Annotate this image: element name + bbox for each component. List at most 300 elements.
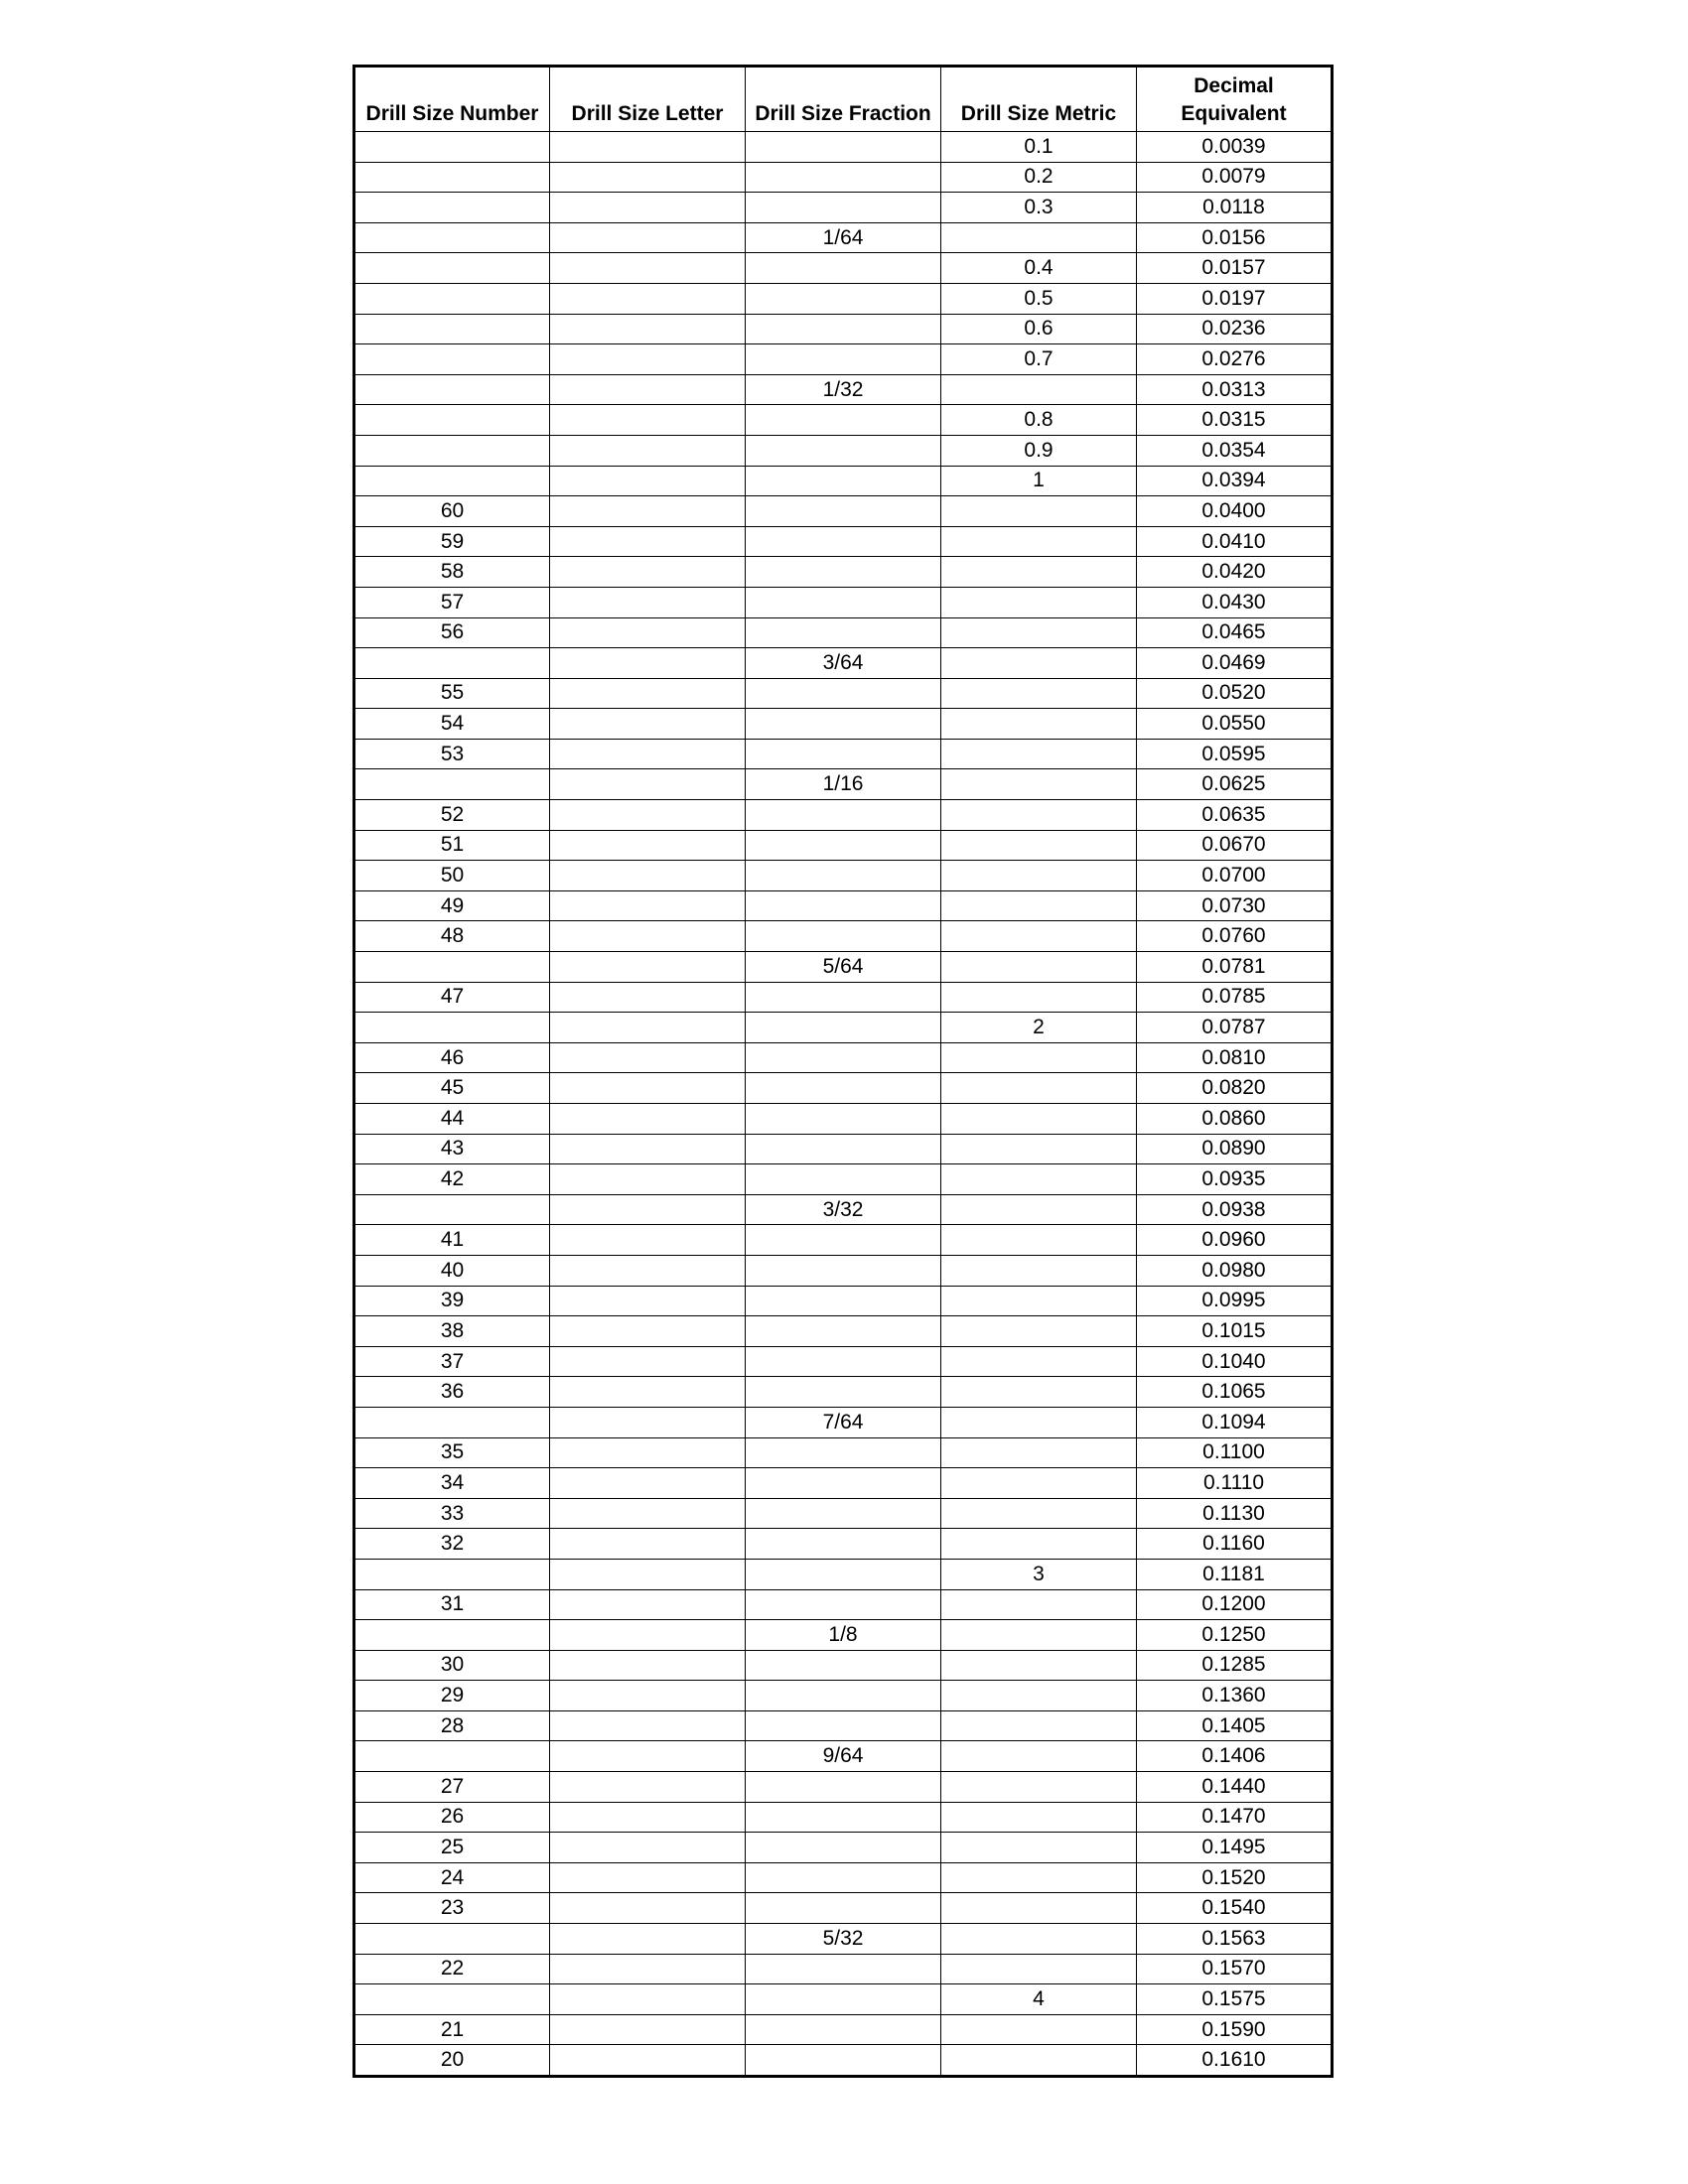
cell-drill-size-number — [354, 1924, 550, 1955]
cell-drill-size-metric — [941, 1194, 1137, 1225]
cell-drill-size-number — [354, 1559, 550, 1589]
cell-decimal-equivalent: 0.0156 — [1137, 222, 1333, 253]
cell-decimal-equivalent: 0.0960 — [1137, 1225, 1333, 1256]
cell-drill-size-number — [354, 1407, 550, 1437]
cell-drill-size-number: 55 — [354, 678, 550, 709]
cell-drill-size-letter — [550, 344, 746, 375]
cell-drill-size-number — [354, 222, 550, 253]
cell-drill-size-metric — [941, 1407, 1137, 1437]
cell-decimal-equivalent: 0.0860 — [1137, 1104, 1333, 1135]
cell-decimal-equivalent: 0.0400 — [1137, 496, 1333, 527]
cell-drill-size-metric — [941, 1164, 1137, 1195]
cell-drill-size-letter — [550, 1681, 746, 1711]
cell-drill-size-metric — [941, 496, 1137, 527]
cell-drill-size-letter — [550, 769, 746, 800]
cell-drill-size-number — [354, 283, 550, 314]
cell-drill-size-metric — [941, 1498, 1137, 1529]
cell-drill-size-fraction — [746, 253, 941, 284]
cell-drill-size-number: 46 — [354, 1042, 550, 1073]
cell-decimal-equivalent: 0.1520 — [1137, 1862, 1333, 1893]
table-row — [354, 1924, 1333, 1955]
cell-drill-size-letter — [550, 982, 746, 1013]
table-row — [354, 222, 1333, 253]
cell-drill-size-metric — [941, 557, 1137, 588]
cell-decimal-equivalent: 0.0157 — [1137, 253, 1333, 284]
cell-drill-size-metric — [941, 1437, 1137, 1468]
table-row — [354, 1346, 1333, 1377]
cell-drill-size-fraction — [746, 1589, 941, 1620]
cell-drill-size-number: 36 — [354, 1377, 550, 1408]
cell-drill-size-number: 30 — [354, 1650, 550, 1681]
table-row — [354, 982, 1333, 1013]
cell-drill-size-letter — [550, 1437, 746, 1468]
cell-drill-size-fraction — [746, 344, 941, 375]
cell-drill-size-letter — [550, 1073, 746, 1104]
table-row — [354, 861, 1333, 891]
cell-drill-size-metric — [941, 526, 1137, 557]
cell-drill-size-metric — [941, 1286, 1137, 1316]
table-row — [354, 1407, 1333, 1437]
cell-drill-size-metric: 1 — [941, 466, 1137, 496]
cell-drill-size-fraction — [746, 1681, 941, 1711]
cell-drill-size-metric — [941, 1833, 1137, 1863]
cell-decimal-equivalent: 0.0670 — [1137, 830, 1333, 861]
cell-drill-size-number: 51 — [354, 830, 550, 861]
cell-drill-size-letter — [550, 557, 746, 588]
table-row — [354, 1559, 1333, 1589]
cell-drill-size-metric: 0.3 — [941, 193, 1137, 223]
cell-decimal-equivalent: 0.0760 — [1137, 921, 1333, 952]
cell-drill-size-fraction — [746, 1772, 941, 1803]
cell-decimal-equivalent: 0.0890 — [1137, 1134, 1333, 1164]
cell-decimal-equivalent: 0.1181 — [1137, 1559, 1333, 1589]
cell-drill-size-letter — [550, 739, 746, 769]
cell-drill-size-letter — [550, 1255, 746, 1286]
cell-drill-size-metric — [941, 769, 1137, 800]
cell-drill-size-letter — [550, 2014, 746, 2045]
cell-drill-size-metric — [941, 1710, 1137, 1741]
cell-drill-size-metric — [941, 982, 1137, 1013]
cell-drill-size-fraction — [746, 1134, 941, 1164]
cell-drill-size-metric: 0.8 — [941, 405, 1137, 436]
cell-decimal-equivalent: 0.0079 — [1137, 162, 1333, 193]
cell-decimal-equivalent: 0.0595 — [1137, 739, 1333, 769]
cell-drill-size-number — [354, 952, 550, 983]
cell-decimal-equivalent: 0.0039 — [1137, 132, 1333, 163]
cell-drill-size-number: 23 — [354, 1893, 550, 1924]
cell-drill-size-letter — [550, 1468, 746, 1499]
cell-drill-size-metric — [941, 1802, 1137, 1833]
header-decimal-line1: Decimal — [1194, 74, 1274, 97]
cell-drill-size-letter — [550, 405, 746, 436]
cell-drill-size-letter — [550, 314, 746, 344]
table-row — [354, 1164, 1333, 1195]
cell-drill-size-metric — [941, 1529, 1137, 1560]
cell-drill-size-metric: 2 — [941, 1013, 1137, 1043]
header-drill-size-metric: Drill Size Metric — [941, 67, 1137, 132]
table-row — [354, 1620, 1333, 1651]
cell-drill-size-letter — [550, 1377, 746, 1408]
table-row — [354, 1377, 1333, 1408]
cell-drill-size-letter — [550, 253, 746, 284]
cell-drill-size-fraction: 1/32 — [746, 374, 941, 405]
cell-drill-size-number: 58 — [354, 557, 550, 588]
cell-decimal-equivalent: 0.1250 — [1137, 1620, 1333, 1651]
table-row — [354, 1437, 1333, 1468]
table-row — [354, 1741, 1333, 1772]
table-row — [354, 1042, 1333, 1073]
header-drill-size-number: Drill Size Number — [354, 67, 550, 132]
table-row — [354, 1013, 1333, 1043]
cell-decimal-equivalent: 0.0781 — [1137, 952, 1333, 983]
cell-drill-size-fraction — [746, 709, 941, 740]
cell-drill-size-metric — [941, 1346, 1137, 1377]
cell-drill-size-metric — [941, 1073, 1137, 1104]
cell-drill-size-letter — [550, 1042, 746, 1073]
cell-drill-size-fraction — [746, 283, 941, 314]
cell-decimal-equivalent: 0.0313 — [1137, 374, 1333, 405]
cell-drill-size-number: 32 — [354, 1529, 550, 1560]
cell-drill-size-letter — [550, 1954, 746, 1984]
cell-drill-size-metric — [941, 800, 1137, 831]
cell-drill-size-fraction — [746, 1042, 941, 1073]
cell-drill-size-fraction — [746, 1316, 941, 1347]
cell-drill-size-letter — [550, 830, 746, 861]
cell-drill-size-fraction — [746, 496, 941, 527]
table-row — [354, 344, 1333, 375]
cell-drill-size-letter — [550, 526, 746, 557]
cell-drill-size-metric — [941, 2014, 1137, 2045]
cell-drill-size-metric — [941, 1255, 1137, 1286]
cell-drill-size-number: 21 — [354, 2014, 550, 2045]
cell-drill-size-number: 53 — [354, 739, 550, 769]
cell-drill-size-fraction: 5/32 — [746, 1924, 941, 1955]
cell-drill-size-fraction — [746, 2014, 941, 2045]
table-row — [354, 1833, 1333, 1863]
cell-drill-size-metric — [941, 1104, 1137, 1135]
cell-drill-size-number: 29 — [354, 1681, 550, 1711]
cell-drill-size-fraction: 1/8 — [746, 1620, 941, 1651]
cell-drill-size-fraction — [746, 1377, 941, 1408]
table-row — [354, 1984, 1333, 2015]
cell-drill-size-metric — [941, 1741, 1137, 1772]
cell-drill-size-metric — [941, 1042, 1137, 1073]
table-row — [354, 709, 1333, 740]
drill-size-chart — [352, 65, 1334, 2078]
cell-drill-size-letter — [550, 1498, 746, 1529]
cell-drill-size-letter — [550, 1225, 746, 1256]
cell-drill-size-number — [354, 405, 550, 436]
cell-drill-size-fraction — [746, 921, 941, 952]
cell-drill-size-number: 59 — [354, 526, 550, 557]
cell-drill-size-number: 39 — [354, 1286, 550, 1316]
table-row — [354, 890, 1333, 921]
cell-drill-size-fraction — [746, 1013, 941, 1043]
cell-decimal-equivalent: 0.1094 — [1137, 1407, 1333, 1437]
cell-drill-size-number: 31 — [354, 1589, 550, 1620]
table-row — [354, 405, 1333, 436]
cell-drill-size-letter — [550, 1710, 746, 1741]
cell-drill-size-letter — [550, 921, 746, 952]
cell-drill-size-letter — [550, 1559, 746, 1589]
table-row — [354, 952, 1333, 983]
cell-drill-size-fraction — [746, 405, 941, 436]
table-row — [354, 1650, 1333, 1681]
cell-decimal-equivalent: 0.0787 — [1137, 1013, 1333, 1043]
cell-decimal-equivalent: 0.1285 — [1137, 1650, 1333, 1681]
cell-drill-size-metric — [941, 1468, 1137, 1499]
table-row — [354, 314, 1333, 344]
cell-drill-size-fraction: 9/64 — [746, 1741, 941, 1772]
cell-drill-size-letter — [550, 1984, 746, 2015]
cell-drill-size-number: 49 — [354, 890, 550, 921]
cell-drill-size-fraction — [746, 1346, 941, 1377]
table-row — [354, 2014, 1333, 2045]
cell-drill-size-metric — [941, 222, 1137, 253]
cell-drill-size-letter — [550, 1802, 746, 1833]
cell-drill-size-number — [354, 162, 550, 193]
table-row — [354, 1073, 1333, 1104]
table-row — [354, 1225, 1333, 1256]
drill-size-table — [352, 65, 1334, 2078]
cell-drill-size-number — [354, 1620, 550, 1651]
cell-drill-size-letter — [550, 1833, 746, 1863]
cell-drill-size-metric: 3 — [941, 1559, 1137, 1589]
cell-drill-size-fraction — [746, 526, 941, 557]
cell-drill-size-number: 48 — [354, 921, 550, 952]
cell-drill-size-number: 26 — [354, 1802, 550, 1833]
cell-decimal-equivalent: 0.0935 — [1137, 1164, 1333, 1195]
header-decimal-line2: Equivalent — [1181, 102, 1287, 125]
cell-decimal-equivalent: 0.1100 — [1137, 1437, 1333, 1468]
cell-drill-size-fraction — [746, 1529, 941, 1560]
cell-drill-size-number: 43 — [354, 1134, 550, 1164]
cell-drill-size-letter — [550, 466, 746, 496]
cell-drill-size-metric: 0.9 — [941, 435, 1137, 466]
cell-drill-size-number — [354, 132, 550, 163]
cell-drill-size-fraction: 3/64 — [746, 648, 941, 679]
cell-drill-size-metric: 0.5 — [941, 283, 1137, 314]
cell-drill-size-metric — [941, 952, 1137, 983]
cell-drill-size-metric — [941, 1924, 1137, 1955]
cell-drill-size-number: 28 — [354, 1710, 550, 1741]
cell-drill-size-number: 45 — [354, 1073, 550, 1104]
cell-drill-size-letter — [550, 1772, 746, 1803]
cell-drill-size-metric — [941, 1620, 1137, 1651]
cell-drill-size-letter — [550, 1013, 746, 1043]
cell-drill-size-fraction — [746, 466, 941, 496]
cell-decimal-equivalent: 0.0469 — [1137, 648, 1333, 679]
cell-drill-size-number: 41 — [354, 1225, 550, 1256]
table-row — [354, 162, 1333, 193]
table-row — [354, 678, 1333, 709]
table-row — [354, 526, 1333, 557]
cell-decimal-equivalent: 0.0995 — [1137, 1286, 1333, 1316]
cell-drill-size-number: 34 — [354, 1468, 550, 1499]
cell-drill-size-fraction — [746, 1802, 941, 1833]
cell-drill-size-letter — [550, 861, 746, 891]
cell-decimal-equivalent: 0.1110 — [1137, 1468, 1333, 1499]
cell-drill-size-fraction — [746, 162, 941, 193]
cell-drill-size-number: 25 — [354, 1833, 550, 1863]
cell-drill-size-fraction — [746, 1286, 941, 1316]
cell-drill-size-letter — [550, 1529, 746, 1560]
table-row — [354, 1255, 1333, 1286]
cell-drill-size-metric: 4 — [941, 1984, 1137, 2015]
cell-drill-size-fraction — [746, 314, 941, 344]
cell-drill-size-fraction — [746, 1164, 941, 1195]
cell-drill-size-number — [354, 374, 550, 405]
cell-drill-size-metric — [941, 890, 1137, 921]
cell-drill-size-number: 37 — [354, 1346, 550, 1377]
cell-drill-size-letter — [550, 193, 746, 223]
cell-drill-size-letter — [550, 1286, 746, 1316]
cell-drill-size-fraction — [746, 1559, 941, 1589]
cell-drill-size-number: 54 — [354, 709, 550, 740]
cell-drill-size-fraction — [746, 435, 941, 466]
cell-decimal-equivalent: 0.1563 — [1137, 1924, 1333, 1955]
cell-decimal-equivalent: 0.0197 — [1137, 283, 1333, 314]
cell-drill-size-letter — [550, 678, 746, 709]
cell-drill-size-fraction — [746, 2045, 941, 2077]
cell-drill-size-fraction: 3/32 — [746, 1194, 941, 1225]
cell-drill-size-metric — [941, 587, 1137, 617]
table-row — [354, 132, 1333, 163]
cell-drill-size-metric: 0.7 — [941, 344, 1137, 375]
cell-drill-size-letter — [550, 1862, 746, 1893]
cell-decimal-equivalent: 0.0938 — [1137, 1194, 1333, 1225]
cell-drill-size-letter — [550, 435, 746, 466]
cell-drill-size-letter — [550, 1589, 746, 1620]
cell-decimal-equivalent: 0.1470 — [1137, 1802, 1333, 1833]
cell-drill-size-fraction — [746, 830, 941, 861]
table-row — [354, 1893, 1333, 1924]
cell-drill-size-fraction — [746, 1104, 941, 1135]
cell-decimal-equivalent: 0.0810 — [1137, 1042, 1333, 1073]
cell-drill-size-number — [354, 769, 550, 800]
cell-decimal-equivalent: 0.1065 — [1137, 1377, 1333, 1408]
cell-drill-size-number — [354, 1194, 550, 1225]
cell-drill-size-number: 27 — [354, 1772, 550, 1803]
cell-drill-size-fraction — [746, 1833, 941, 1863]
cell-decimal-equivalent: 0.1200 — [1137, 1589, 1333, 1620]
cell-drill-size-number: 24 — [354, 1862, 550, 1893]
cell-drill-size-fraction — [746, 1498, 941, 1529]
cell-drill-size-number — [354, 193, 550, 223]
cell-decimal-equivalent: 0.1130 — [1137, 1498, 1333, 1529]
cell-drill-size-metric: 0.6 — [941, 314, 1137, 344]
cell-drill-size-letter — [550, 222, 746, 253]
cell-drill-size-metric — [941, 739, 1137, 769]
cell-drill-size-metric — [941, 1681, 1137, 1711]
cell-drill-size-metric: 0.2 — [941, 162, 1137, 193]
cell-drill-size-metric — [941, 830, 1137, 861]
table-row — [354, 496, 1333, 527]
cell-decimal-equivalent: 0.0394 — [1137, 466, 1333, 496]
cell-drill-size-letter — [550, 1741, 746, 1772]
cell-drill-size-fraction: 5/64 — [746, 952, 941, 983]
cell-drill-size-fraction — [746, 132, 941, 163]
cell-decimal-equivalent: 0.1495 — [1137, 1833, 1333, 1863]
cell-drill-size-letter — [550, 1104, 746, 1135]
cell-drill-size-fraction — [746, 890, 941, 921]
cell-drill-size-metric — [941, 1134, 1137, 1164]
cell-drill-size-metric: 0.4 — [941, 253, 1137, 284]
table-row — [354, 1529, 1333, 1560]
cell-drill-size-letter — [550, 890, 746, 921]
table-row — [354, 1862, 1333, 1893]
cell-drill-size-fraction — [746, 1650, 941, 1681]
cell-drill-size-metric — [941, 921, 1137, 952]
cell-drill-size-number: 42 — [354, 1164, 550, 1195]
cell-decimal-equivalent: 0.0625 — [1137, 769, 1333, 800]
table-row — [354, 435, 1333, 466]
cell-decimal-equivalent: 0.0635 — [1137, 800, 1333, 831]
cell-decimal-equivalent: 0.0785 — [1137, 982, 1333, 1013]
table-row — [354, 1194, 1333, 1225]
table-row — [354, 1710, 1333, 1741]
cell-drill-size-letter — [550, 587, 746, 617]
cell-decimal-equivalent: 0.0236 — [1137, 314, 1333, 344]
cell-drill-size-letter — [550, 1407, 746, 1437]
cell-decimal-equivalent: 0.1440 — [1137, 1772, 1333, 1803]
cell-decimal-equivalent: 0.0465 — [1137, 617, 1333, 648]
cell-drill-size-fraction — [746, 1893, 941, 1924]
cell-drill-size-metric — [941, 861, 1137, 891]
cell-decimal-equivalent: 0.1015 — [1137, 1316, 1333, 1347]
cell-drill-size-number: 22 — [354, 1954, 550, 1984]
cell-drill-size-letter — [550, 283, 746, 314]
header-row — [354, 67, 1333, 132]
cell-drill-size-number — [354, 435, 550, 466]
cell-drill-size-metric — [941, 2045, 1137, 2077]
cell-drill-size-fraction — [746, 1225, 941, 1256]
cell-drill-size-number: 33 — [354, 1498, 550, 1529]
cell-decimal-equivalent: 0.0980 — [1137, 1255, 1333, 1286]
cell-drill-size-fraction — [746, 193, 941, 223]
cell-decimal-equivalent: 0.1540 — [1137, 1893, 1333, 1924]
table-row — [354, 1589, 1333, 1620]
cell-drill-size-metric — [941, 374, 1137, 405]
cell-drill-size-metric — [941, 648, 1137, 679]
header-decimal-equivalent — [1137, 67, 1333, 132]
cell-drill-size-number — [354, 1741, 550, 1772]
table-row — [354, 466, 1333, 496]
cell-drill-size-fraction: 7/64 — [746, 1407, 941, 1437]
cell-drill-size-fraction — [746, 982, 941, 1013]
cell-drill-size-letter — [550, 2045, 746, 2077]
cell-drill-size-metric — [941, 678, 1137, 709]
cell-drill-size-number: 56 — [354, 617, 550, 648]
cell-drill-size-fraction — [746, 800, 941, 831]
cell-drill-size-number — [354, 314, 550, 344]
table-row — [354, 374, 1333, 405]
cell-decimal-equivalent: 0.1406 — [1137, 1741, 1333, 1772]
cell-drill-size-fraction — [746, 739, 941, 769]
cell-drill-size-letter — [550, 496, 746, 527]
cell-drill-size-letter — [550, 162, 746, 193]
cell-drill-size-fraction — [746, 617, 941, 648]
cell-decimal-equivalent: 0.1575 — [1137, 1984, 1333, 2015]
table-row — [354, 769, 1333, 800]
header-drill-size-fraction: Drill Size Fraction — [746, 67, 941, 132]
cell-drill-size-metric — [941, 1377, 1137, 1408]
cell-decimal-equivalent: 0.0430 — [1137, 587, 1333, 617]
cell-decimal-equivalent: 0.0118 — [1137, 193, 1333, 223]
cell-drill-size-letter — [550, 1164, 746, 1195]
cell-drill-size-fraction — [746, 587, 941, 617]
table-row — [354, 1681, 1333, 1711]
